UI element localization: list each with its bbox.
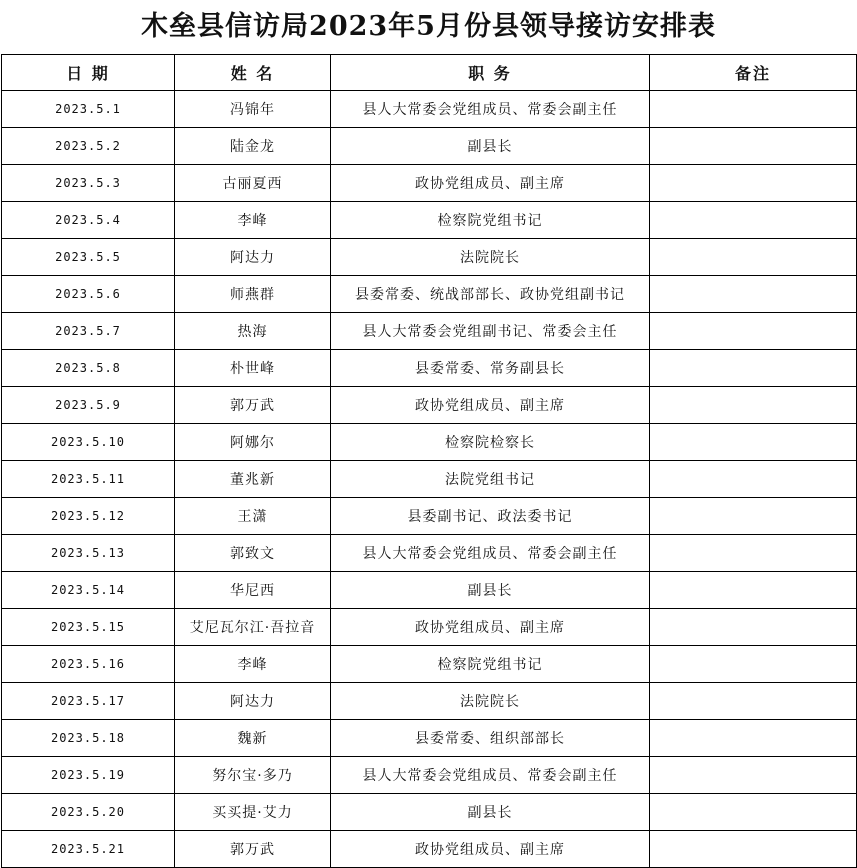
cell-name: 阿达力: [175, 239, 331, 276]
cell-name: 阿达力: [175, 683, 331, 720]
cell-date: 2023.5.19: [2, 757, 175, 794]
cell-duty: 法院院长: [331, 683, 650, 720]
table-row: [2, 831, 857, 868]
cell-date: 2023.5.15: [2, 609, 175, 646]
cell-date: 2023.5.4: [2, 202, 175, 239]
schedule-table: [1, 54, 857, 868]
cell-note: [650, 202, 857, 239]
table-row: [2, 757, 857, 794]
cell-name: 艾尼瓦尔江·吾拉音: [175, 609, 331, 646]
cell-note: [650, 609, 857, 646]
cell-date: 2023.5.11: [2, 461, 175, 498]
cell-note: [650, 165, 857, 202]
cell-duty: 副县长: [331, 128, 650, 165]
cell-duty: 副县长: [331, 794, 650, 831]
cell-note: [650, 387, 857, 424]
cell-note: [650, 535, 857, 572]
cell-duty: 政协党组成员、副主席: [331, 609, 650, 646]
cell-date: 2023.5.20: [2, 794, 175, 831]
cell-note: [650, 128, 857, 165]
table-row: [2, 313, 857, 350]
cell-duty: 县委副书记、政法委书记: [331, 498, 650, 535]
cell-date: 2023.5.21: [2, 831, 175, 868]
cell-duty: 法院院长: [331, 239, 650, 276]
cell-name: 朴世峰: [175, 350, 331, 387]
cell-duty: 法院党组书记: [331, 461, 650, 498]
column-header-name: 姓 名: [175, 55, 331, 91]
cell-duty: 检察院检察长: [331, 424, 650, 461]
cell-date: 2023.5.13: [2, 535, 175, 572]
table-row: [2, 683, 857, 720]
cell-duty: 县人大常委会党组成员、常委会副主任: [331, 757, 650, 794]
table-row: [2, 794, 857, 831]
cell-name: 郭万武: [175, 387, 331, 424]
table-row: [2, 91, 857, 128]
table-row: [2, 461, 857, 498]
cell-date: 2023.5.14: [2, 572, 175, 609]
cell-date: 2023.5.10: [2, 424, 175, 461]
cell-name: 古丽夏西: [175, 165, 331, 202]
cell-name: 王潇: [175, 498, 331, 535]
table-row: [2, 239, 857, 276]
cell-duty: 县人大常委会党组副书记、常委会主任: [331, 313, 650, 350]
cell-date: 2023.5.1: [2, 91, 175, 128]
table-row: [2, 535, 857, 572]
cell-note: [650, 572, 857, 609]
cell-name: 董兆新: [175, 461, 331, 498]
column-header-note: 备注: [650, 55, 857, 91]
cell-duty: 政协党组成员、副主席: [331, 831, 650, 868]
cell-date: 2023.5.17: [2, 683, 175, 720]
cell-date: 2023.5.7: [2, 313, 175, 350]
cell-duty: 县委常委、组织部部长: [331, 720, 650, 757]
table-row: [2, 387, 857, 424]
cell-duty: 县委常委、常务副县长: [331, 350, 650, 387]
column-header-date: 日 期: [2, 55, 175, 91]
cell-duty: 县人大常委会党组成员、常委会副主任: [331, 91, 650, 128]
cell-name: 华尼西: [175, 572, 331, 609]
cell-duty: 检察院党组书记: [331, 202, 650, 239]
table-row: [2, 276, 857, 313]
cell-note: [650, 831, 857, 868]
cell-note: [650, 313, 857, 350]
cell-duty: 政协党组成员、副主席: [331, 165, 650, 202]
cell-date: 2023.5.3: [2, 165, 175, 202]
cell-name: 郭万武: [175, 831, 331, 868]
table-row: [2, 572, 857, 609]
cell-date: 2023.5.6: [2, 276, 175, 313]
cell-name: 郭致文: [175, 535, 331, 572]
cell-date: 2023.5.5: [2, 239, 175, 276]
cell-date: 2023.5.16: [2, 646, 175, 683]
cell-note: [650, 683, 857, 720]
table-row: [2, 720, 857, 757]
cell-name: 李峰: [175, 202, 331, 239]
table-row: [2, 165, 857, 202]
cell-name: 师燕群: [175, 276, 331, 313]
cell-note: [650, 720, 857, 757]
cell-duty: 副县长: [331, 572, 650, 609]
cell-note: [650, 646, 857, 683]
cell-date: 2023.5.18: [2, 720, 175, 757]
header-row: [2, 55, 857, 91]
cell-date: 2023.5.9: [2, 387, 175, 424]
cell-note: [650, 91, 857, 128]
column-header-duty: 职 务: [331, 55, 650, 91]
cell-duty: 检察院党组书记: [331, 646, 650, 683]
cell-name: 冯锦年: [175, 91, 331, 128]
cell-name: 李峰: [175, 646, 331, 683]
cell-name: 魏新: [175, 720, 331, 757]
cell-note: [650, 498, 857, 535]
cell-date: 2023.5.8: [2, 350, 175, 387]
cell-date: 2023.5.2: [2, 128, 175, 165]
cell-note: [650, 350, 857, 387]
table-row: [2, 350, 857, 387]
table-row: [2, 128, 857, 165]
cell-note: [650, 757, 857, 794]
cell-name: 买买提·艾力: [175, 794, 331, 831]
cell-duty: 政协党组成员、副主席: [331, 387, 650, 424]
cell-note: [650, 239, 857, 276]
cell-date: 2023.5.12: [2, 498, 175, 535]
page-title: 木垒县信访局2023年5月份县领导接访安排表: [141, 11, 716, 42]
table-row: [2, 202, 857, 239]
cell-note: [650, 424, 857, 461]
cell-duty: 县委常委、统战部部长、政协党组副书记: [331, 276, 650, 313]
cell-name: 陆金龙: [175, 128, 331, 165]
cell-name: 努尔宝·多乃: [175, 757, 331, 794]
table-row: [2, 498, 857, 535]
table-row: [2, 424, 857, 461]
cell-note: [650, 276, 857, 313]
cell-duty: 县人大常委会党组成员、常委会副主任: [331, 535, 650, 572]
cell-name: 阿娜尔: [175, 424, 331, 461]
table-row: [2, 646, 857, 683]
cell-name: 热海: [175, 313, 331, 350]
table-row: [2, 609, 857, 646]
cell-note: [650, 461, 857, 498]
cell-note: [650, 794, 857, 831]
